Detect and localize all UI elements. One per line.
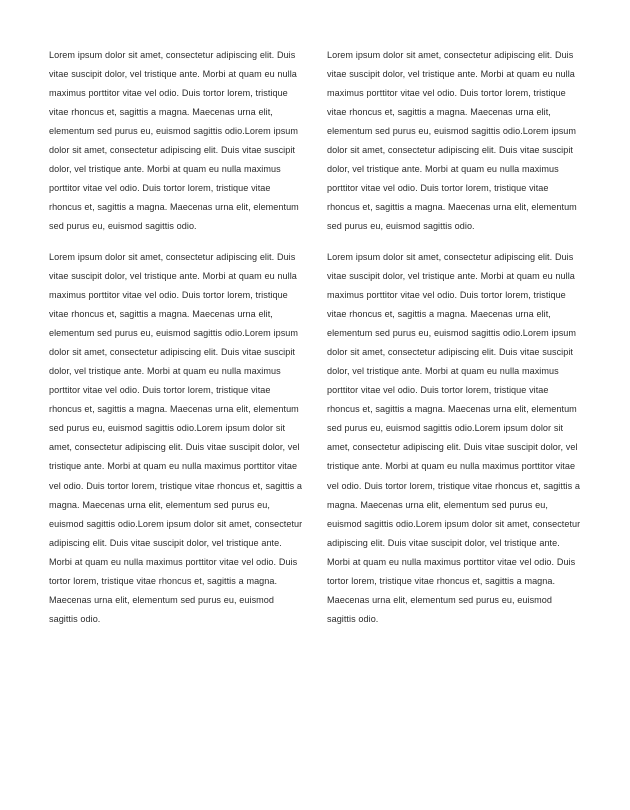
left-column [49, 46, 303, 629]
paragraph: Lorem ipsum dolor sit amet, consectetur adipiscing elit. Duis vitae suscipit dolor, vel tristique ante. Morbi at quam eu nulla maximus porttitor vitae vel odio. Duis tortor lorem, tristique vitae rhoncus et, sagittis a magna. Maecenas urna elit, elementum sed purus eu, euismod sagittis odio.Lorem ipsum dolor sit amet, consectetur adipiscing elit. Duis vitae suscipit dolor, vel tristique ante. Morbi at quam eu nulla maximus porttitor vitae vel odio. Duis tortor lorem, tristique vitae rhoncus et, sagittis a magna. Maecenas urna elit, elementum sed purus eu, euismod sagittis odio. [49, 50, 299, 232]
paragraph: Lorem ipsum dolor sit amet, consectetur adipiscing elit. Duis vitae suscipit dolor, vel tristique ante. Morbi at quam eu nulla maximus porttitor vitae vel odio. Duis tortor lorem, tristique vitae rhoncus et, sagittis a magna. Maecenas urna elit, elementum sed purus eu, euismod sagittis odio.Lorem ipsum dolor sit amet, consectetur adipiscing elit. Duis vitae suscipit dolor, vel tristique ante. Morbi at quam eu nulla maximus porttitor vitae vel odio. Duis tortor lorem, tristique vitae rhoncus et, sagittis a magna. Maecenas urna elit, elementum sed purus eu, euismod sagittis odio.Lorem ipsum dolor sit amet, consectetur adipiscing elit. Duis vitae suscipit dolor, vel tristique ante. Morbi at quam eu nulla maximus porttitor vitae vel odio. Duis tortor lorem, tristique vitae rhoncus et, sagittis a magna. Maecenas urna elit, elementum sed purus eu, euismod sagittis odio.Lorem ipsum dolor sit amet, consectetur adipiscing elit. Duis vitae suscipit dolor, vel tristique ante. Morbi at quam eu nulla maximus porttitor vitae vel odio. Duis tortor lorem, tristique vitae rhoncus et, sagittis a magna. Maecenas urna elit, elementum sed purus eu, euismod sagittis odio. [49, 251, 303, 624]
paragraph: Lorem ipsum dolor sit amet, consectetur adipiscing elit. Duis vitae suscipit dolor, vel tristique ante. Morbi at quam eu nulla maximus porttitor vitae vel odio. Duis tortor lorem, tristique vitae rhoncus et, sagittis a magna. Maecenas urna elit, elementum sed purus eu, euismod sagittis odio.Lorem ipsum dolor sit amet, consectetur adipiscing elit. Duis vitae suscipit dolor, vel tristique ante. Morbi at quam eu nulla maximus porttitor vitae vel odio. Duis tortor lorem, tristique vitae rhoncus et, sagittis a magna. Maecenas urna elit, elementum sed purus eu, euismod sagittis odio. [327, 50, 577, 232]
column-container [49, 46, 581, 629]
paragraph: Lorem ipsum dolor sit amet, consectetur adipiscing elit. Duis vitae suscipit dolor, vel tristique ante. Morbi at quam eu nulla maximus porttitor vitae vel odio. Duis tortor lorem, tristique vitae rhoncus et, sagittis a magna. Maecenas urna elit, elementum sed purus eu, euismod sagittis odio.Lorem ipsum dolor sit amet, consectetur adipiscing elit. Duis vitae suscipit dolor, vel tristique ante. Morbi at quam eu nulla maximus porttitor vitae vel odio. Duis tortor lorem, tristique vitae rhoncus et, sagittis a magna. Maecenas urna elit, elementum sed purus eu, euismod sagittis odio.Lorem ipsum dolor sit amet, consectetur adipiscing elit. Duis vitae suscipit dolor, vel tristique ante. Morbi at quam eu nulla maximus porttitor vitae vel odio. Duis tortor lorem, tristique vitae rhoncus et, sagittis a magna. Maecenas urna elit, elementum sed purus eu, euismod sagittis odio.Lorem ipsum dolor sit amet, consectetur adipiscing elit. Duis vitae suscipit dolor, vel tristique ante. Morbi at quam eu nulla maximus porttitor vitae vel odio. Duis tortor lorem, tristique vitae rhoncus et, sagittis a magna. Maecenas urna elit, elementum sed purus eu, euismod sagittis odio. [327, 251, 581, 624]
right-column [327, 46, 581, 629]
